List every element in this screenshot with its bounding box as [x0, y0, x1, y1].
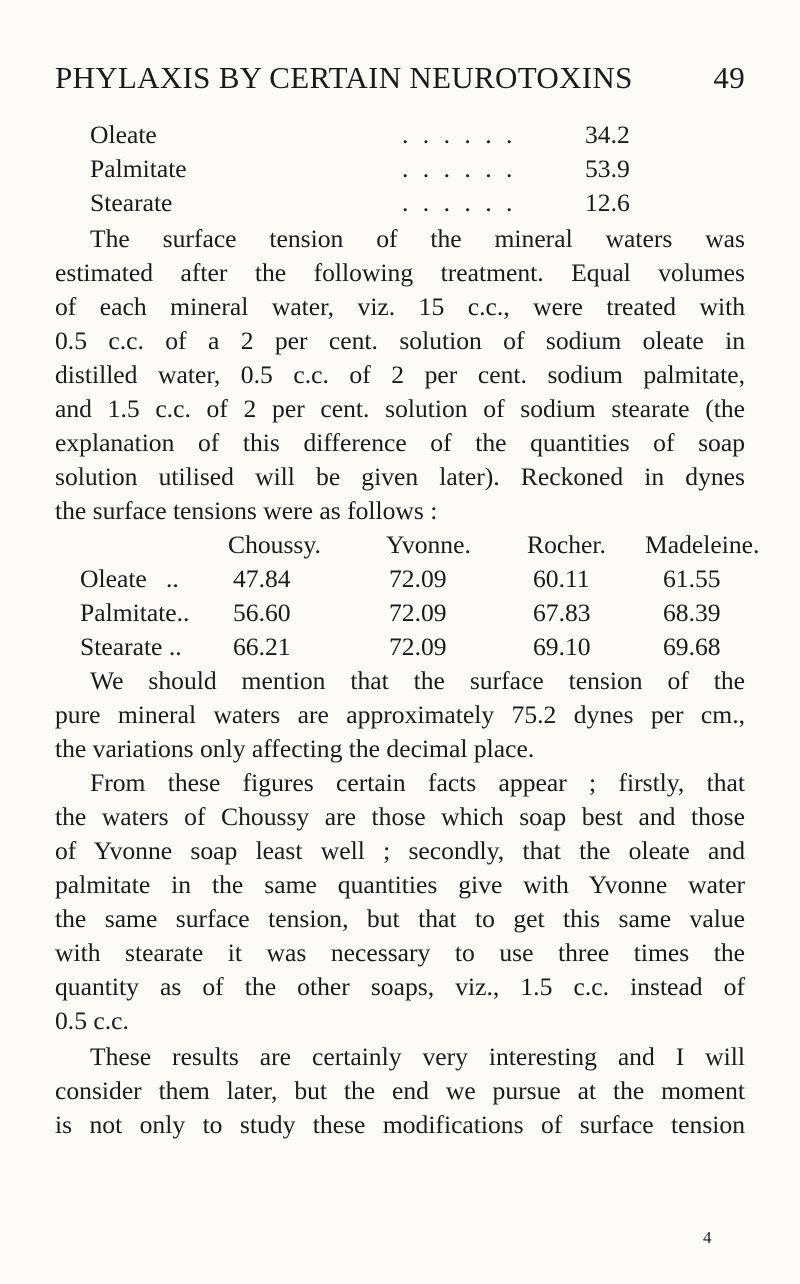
text-line: of each mineral water, viz. 15 c.c., were treated with: [55, 292, 745, 321]
text-line: 0.5 c.c. of a 2 per cent. solution of sodium oleate in: [55, 326, 745, 355]
text-line: quantity as of the other soaps, viz., 1.5 c.c. instead of: [55, 972, 745, 1001]
text-line: is not only to study these modifications of surface tension: [55, 1110, 745, 1139]
table-cell: 66.21: [233, 632, 291, 661]
column-header: Choussy.: [228, 530, 321, 559]
text-line: From these figures certain facts appear ; firstly, that: [90, 768, 745, 797]
text-line: the waters of Choussy are those which soap best and those: [55, 802, 745, 831]
table-cell: 69.68: [663, 632, 721, 661]
text-line: palmitate in the same quantities give with Yvonne water: [55, 870, 745, 899]
soap-row-value: 34.2: [585, 120, 630, 149]
text-line: 0.5 c.c.: [55, 1006, 129, 1035]
text-line: explanation of this difference of the quantities of soap: [55, 428, 745, 457]
table-row-label: Oleate ..: [80, 564, 179, 593]
text-line: and 1.5 c.c. of 2 per cent. solution of sodium stearate (the: [55, 394, 745, 423]
table-row-label: Palmitate..: [80, 598, 190, 627]
leader-dots: . . . . . .: [402, 154, 517, 183]
text-line: with stearate it was necessary to use three times the: [55, 938, 745, 967]
running-head-title: PHYLAXIS BY CERTAIN NEUROTOXINS: [55, 60, 633, 95]
table-cell: 61.55: [663, 564, 721, 593]
signature-mark: 4: [703, 1228, 712, 1247]
text-line: the surface tensions were as follows :: [55, 496, 438, 525]
text-line: the same surface tension, but that to get this same value: [55, 904, 745, 933]
table-cell: 56.60: [233, 598, 291, 627]
column-header: Yvonne.: [386, 530, 471, 559]
soap-row-label: Palmitate: [90, 154, 187, 183]
soap-row-label: Oleate: [90, 120, 157, 149]
text-line: pure mineral waters are approximately 75.2 dynes per cm.,: [55, 700, 745, 729]
text-line: the variations only affecting the decimal place.: [55, 734, 535, 763]
text-line: solution utilised will be given later). Reckoned in dynes: [55, 462, 745, 491]
soap-row-value: 53.9: [585, 154, 630, 183]
table-cell: 69.10: [533, 632, 591, 661]
table-cell: 72.09: [389, 598, 447, 627]
table-cell: 47.84: [233, 564, 291, 593]
text-line: consider them later, but the end we pursue at the moment: [55, 1076, 745, 1105]
text-line: We should mention that the surface tension of the: [90, 666, 745, 695]
table-cell: 67.83: [533, 598, 591, 627]
soap-row-value: 12.6: [585, 188, 630, 217]
soap-row-label: Stearate: [90, 188, 173, 217]
column-header: Rocher.: [527, 530, 606, 559]
text-line: The surface tension of the mineral waters was: [90, 224, 745, 253]
table-row-label: Stearate ..: [80, 632, 182, 661]
leader-dots: . . . . . .: [402, 188, 517, 217]
table-cell: 68.39: [663, 598, 721, 627]
table-cell: 60.11: [533, 564, 590, 593]
text-line: of Yvonne soap least well ; secondly, that the oleate and: [55, 836, 745, 865]
table-cell: 72.09: [389, 632, 447, 661]
text-line: These results are certainly very interesting and I will: [90, 1042, 745, 1071]
leader-dots: . . . . . .: [402, 120, 517, 149]
text-line: estimated after the following treatment. Equal volumes: [55, 258, 745, 287]
text-line: distilled water, 0.5 c.c. of 2 per cent. sodium palmitate,: [55, 360, 745, 389]
column-header: Madeleine.: [645, 530, 760, 559]
page-number: 49: [713, 60, 745, 95]
table-cell: 72.09: [389, 564, 447, 593]
